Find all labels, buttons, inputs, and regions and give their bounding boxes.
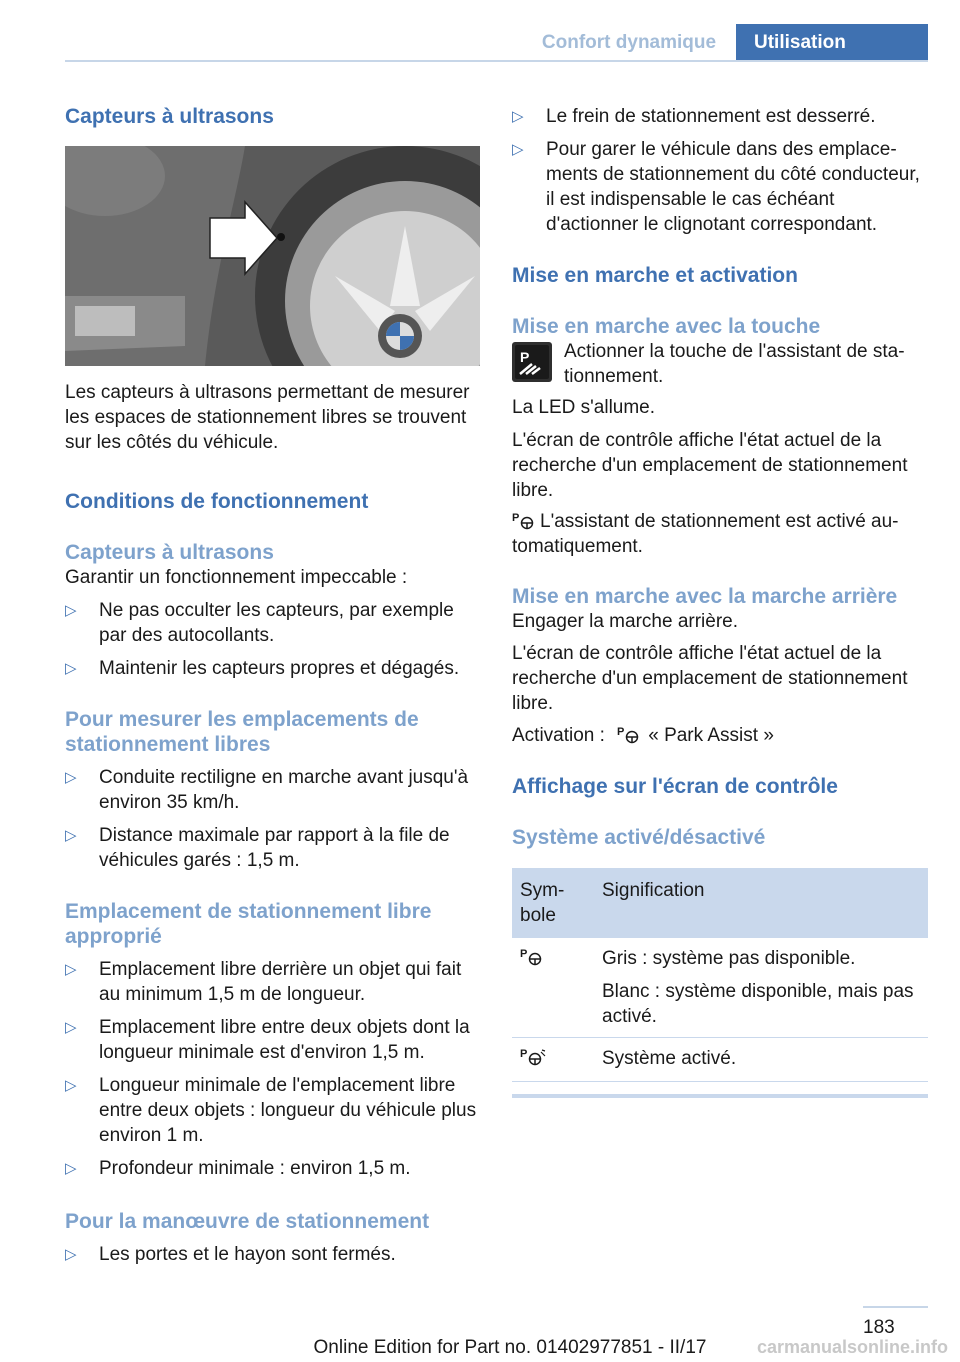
maneuver-list — [65, 1242, 480, 1267]
activation-line: Activation : P « Park Assist » — [512, 725, 774, 746]
section-title-conditions: Conditions de fonctionnement — [65, 490, 369, 513]
conditions-text: Garantir un fonctionnement impeccable : — [65, 567, 408, 588]
triangle-bullet-icon: ▷ — [65, 1077, 77, 1094]
triangle-bullet-icon: ▷ — [65, 769, 77, 786]
page-number: 183 — [863, 1317, 895, 1338]
reverse-text-2: L'écran de contrôle affiche l'état actuel de la recherche d'un emplacement de stationnement libre. — [512, 643, 908, 714]
park-assist-button-icon — [512, 342, 552, 382]
svg-text:P: P — [512, 512, 520, 524]
list-item: ▷ Profondeur minimale : environ 1,5 m. — [65, 1158, 411, 1179]
list-item: ▷ Emplacement libre entre deux objets dont la longueur minimale est d'environ 1,5 m. — [65, 1017, 470, 1063]
table-cell-symbol — [512, 1038, 594, 1082]
list-item: ▷ Le frein de stationnement est desserré. — [512, 106, 876, 127]
table-row — [512, 938, 928, 1038]
list-item: ▷ Emplacement libre derrière un objet qui fait au minimum 1,5 m de longueur. — [65, 959, 462, 1005]
triangle-bullet-icon: ▷ — [65, 602, 77, 619]
triangle-bullet-icon: ▷ — [65, 1019, 77, 1036]
triangle-bullet-icon: ▷ — [65, 827, 77, 844]
conditions-list — [65, 598, 480, 681]
symbol-table — [512, 868, 928, 1082]
svg-text:P: P — [520, 349, 530, 365]
table-header-row — [512, 868, 928, 938]
subtitle-measure: Pour mesurer les emplacements de stationnement libres — [65, 708, 419, 756]
intro-text: Les capteurs à ultrasons permettant de mesurer les espaces de stationnement libres se trouvent sur les côtés du véhicule. — [65, 382, 470, 453]
park-assist-active-symbol-icon — [520, 1046, 546, 1066]
table-header-symbol: Symbole — [512, 868, 594, 938]
list-item: ▷ Ne pas occulter les capteurs, par exemple par des autocollants. — [65, 600, 454, 646]
header-tab-utilisation[interactable]: Utilisation — [736, 24, 928, 62]
edition-text: Online Edition for Part no. 01402977851 - II/17 — [313, 1337, 707, 1358]
sensor-illustration — [65, 146, 480, 366]
list-item: ▷ Distance maximale par rapport à la file de véhicules garés : 1,5 m. — [65, 825, 450, 871]
subtitle-slot: Emplacement de stationnement libre approprié — [65, 900, 432, 948]
list-item: ▷ Pour garer le véhicule dans des emplacements de stationnement du côté conducteur, il est indispensable le cas échéant d'actionner le clignotant correspondant. — [512, 139, 920, 235]
auto-text: P L'assistant de stationnement est activé automatiquement. — [512, 511, 899, 557]
list-item: ▷ Les portes et le hayon sont fermés. — [65, 1244, 396, 1265]
triangle-bullet-icon: ▷ — [65, 660, 77, 677]
right-column — [512, 96, 928, 1098]
triangle-bullet-icon: ▷ — [65, 1246, 77, 1263]
section-title-capteurs: Capteurs à ultrasons — [65, 105, 274, 128]
subtitle-reverse: Mise en marche avec la marche arrière — [512, 585, 898, 608]
triangle-bullet-icon: ▷ — [65, 1160, 77, 1177]
maneuver-list-continued — [512, 104, 928, 237]
car-wheel-illustration — [65, 146, 480, 366]
table-bottom-rule — [512, 1094, 928, 1098]
table-header-meaning: Signification — [594, 868, 928, 938]
triangle-bullet-icon: ▷ — [512, 108, 524, 125]
reverse-text-1: Engager la marche arrière. — [512, 611, 738, 632]
triangle-bullet-icon: ▷ — [512, 141, 524, 158]
section-title-display: Affichage sur l'écran de contrôle — [512, 775, 838, 798]
svg-text:P: P — [520, 948, 528, 960]
watermark: carmanualsonline.info — [756, 1337, 948, 1357]
led-text: La LED s'allume. — [512, 397, 656, 418]
park-assist-symbol-icon — [520, 946, 544, 966]
screen-text: L'écran de contrôle affiche l'état actuel de la recherche d'un emplacement de stationnement libre. — [512, 430, 908, 501]
list-item: ▷ Longueur minimale de l'emplacement libre entre deux objets : longueur du véhicule plus environ 1 m. — [65, 1075, 477, 1146]
measure-list — [65, 765, 480, 873]
park-assist-symbol-icon — [512, 510, 536, 530]
triangle-bullet-icon: ▷ — [65, 961, 77, 978]
header-tab-confort[interactable]: Confort dynamique — [541, 32, 717, 53]
svg-text:P: P — [520, 1048, 528, 1060]
section-title-start: Mise en marche et activation — [512, 264, 798, 287]
button-instruction: P Actionner la touche de l'assistant de stationnement. — [512, 339, 928, 389]
table-cell-meaning: Système activé. — [594, 1038, 928, 1082]
left-column — [65, 96, 480, 1267]
subtitle-capteurs: Capteurs à ultrasons — [65, 541, 274, 564]
header-rule — [65, 60, 928, 62]
slot-list — [65, 957, 480, 1181]
park-assist-symbol-icon — [616, 724, 642, 744]
svg-text:P: P — [617, 726, 625, 738]
footer-rule — [863, 1306, 928, 1308]
list-item: ▷ Conduite rectiligne en marche avant jusqu'à environ 35 km/h. — [65, 767, 469, 813]
list-item: ▷ Maintenir les capteurs propres et dégagés. — [65, 658, 460, 679]
subtitle-maneuver: Pour la manœuvre de stationnement — [65, 1210, 430, 1233]
subtitle-system: Système activé/désactivé — [512, 826, 766, 849]
subtitle-button: Mise en marche avec la touche — [512, 315, 821, 338]
table-cell-symbol — [512, 938, 594, 1038]
table-cell-meaning: Gris : système pas disponible. Blanc : système disponible, mais pas activé. — [594, 938, 928, 1038]
table-row — [512, 1038, 928, 1082]
